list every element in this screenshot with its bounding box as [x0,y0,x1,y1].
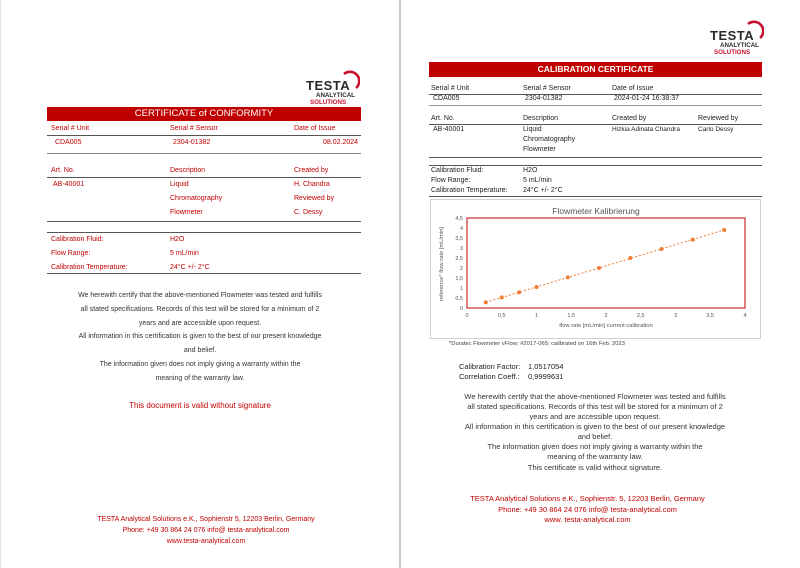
left-date-label: Date of Issue [294,125,336,132]
right-details-line [429,124,762,125]
left-footer-address: TESTA Analytical Solutions e.K., Sophienstr 5, 12203 Berlin, Germany [97,516,315,523]
chart-data-point [660,247,664,251]
chart-x-tick-label: 4 [743,313,747,319]
right-valid-note: This certificate is valid without signature. [527,463,663,472]
right-cal-fluid-value: H2O [523,167,538,174]
left-footer-website[interactable]: www.testa-analytical.com [166,538,246,545]
left-page-edge [0,0,1,568]
chart-data-point [484,300,488,304]
chart-y-axis-label: reference* flow rate [mL/min] [439,226,445,302]
left-values-line [47,153,361,154]
left-body-line-3: years and are accessible upon request. [138,320,262,327]
chart-y-tick-label: 0 [459,306,463,312]
logo-text-testa: TESTA [710,28,755,43]
chart-x-axis-label: flow rate [mL/min] current calibration [559,323,653,329]
left-body-line-5: and belief. [183,347,217,354]
right-cal-temp-label: Calibration Temperature: [431,187,508,194]
left-cal-fluid-value: H2O [170,236,185,243]
calibration-chart-svg [431,200,762,340]
right-body-line-1: We herewith certify that the above-mentioned Flowmeter was tested and fulfills [464,392,726,401]
right-cal-top-line [429,165,762,166]
chart-y-tick-label: 3,5 [455,236,463,242]
chart-x-tick-label: 2,5 [636,313,645,319]
logo-arc-icon [342,70,360,92]
chart-x-tick-label: 0 [465,313,469,319]
left-reviewed-by-name: C. Dessy [294,209,323,216]
left-description-label: Description [170,167,206,174]
left-cal-fluid-label: Calibration Fluid: [51,236,104,243]
right-created-by-name: Hizkia Adinata Chandra [612,126,680,133]
right-logo [710,24,770,58]
left-cal-temp-value: 24°C +/- 2°C [170,264,210,271]
right-flow-range-value: 5 mL/min [523,177,552,184]
right-body-line-7: meaning of the warranty law. [547,452,643,461]
chart-data-point [517,290,521,294]
chart-data-point [722,228,726,232]
left-details-line [47,177,361,178]
left-footer-phone: Phone: +49 30 864 24 076 info@ testa-analytical.com [122,527,290,534]
chart-y-tick-label: 2 [459,266,463,272]
right-reviewed-by-label: Reviewed by [698,115,739,122]
right-footer-address: TESTA Analytical Solutions e.K., Sophienstr. 5, 12203 Berlin, Germany [470,494,705,503]
chart-data-point [500,295,504,299]
chart-x-tick-label: 0,5 [497,313,506,319]
chart-data-point [535,285,539,289]
left-flow-range-label: Flow Range: [51,250,91,257]
chart-x-tick-label: 1 [534,313,539,319]
chart-y-tick-label: 2,5 [455,256,463,262]
right-footer-website[interactable]: www. testa-analytical.com [544,515,631,524]
left-valid-note: This document is valid without signature [129,401,271,410]
right-footer-phone: Phone: +49 30 864 24 076 info@ testa-analytical.com [498,505,677,514]
logo-arc-icon [746,20,764,42]
right-body-line-5: and belief. [577,432,613,441]
left-created-by-name: H. Chandra [294,181,330,188]
calibration-chart [430,199,761,339]
right-description-line-3: Flowmeter [523,146,556,153]
right-title-banner: CALIBRATION CERTIFICATE [429,62,762,77]
left-cal-top-line [47,232,361,233]
chart-y-tick-label: 0,5 [455,296,463,302]
chart-x-tick-label: 3 [673,313,678,319]
left-flow-range-value: 5 mL/min [170,250,199,257]
right-serial-sensor-label: Serial # Sensor [523,85,571,92]
right-description-line-1: Liquid [523,126,542,133]
correlation-coeff-value: 0,9999631 [528,372,564,381]
left-reviewed-by-label: Reviewed by [294,195,335,202]
chart-data-point [691,238,695,242]
right-date-value: 2024-01-24 16:38:37 [614,95,679,102]
chart-trendline [486,230,724,302]
right-serial-unit-value: CDA005 [433,95,460,102]
right-cal-fluid-label: Calibration Fluid: [431,167,484,174]
left-header-line [47,135,361,136]
chart-title: Flowmeter Kalibrierung [552,206,640,216]
left-art-no-value: AB-40001 [53,181,85,188]
left-art-no-label: Art. No. [51,167,75,174]
left-date-value: 08.02.2024 [323,139,359,146]
left-serial-sensor-value: 2304-01382 [173,139,211,146]
right-art-no-value: AB-40001 [433,126,465,133]
left-description-line-3: Flowmeter [170,209,203,216]
left-logo [306,74,366,108]
chart-x-tick-label: 1,5 [567,313,576,319]
left-description-line-1: Liquid [170,181,189,188]
right-serial-sensor-value: 2304-01382 [525,95,563,102]
right-body-line-6: The information given does not imply giving a warranty within the [487,442,703,451]
chart-y-tick-label: 4,5 [455,216,463,222]
left-body-line-6: The information given does not imply giving a warranty within the [99,361,301,368]
left-title-banner: CERTIFICATE of CONFORMITY [47,107,361,121]
page-divider [399,0,401,568]
right-flow-range-label: Flow Range: [431,177,471,184]
left-serial-unit-value: CDA005 [55,139,82,146]
right-details-bottom-line [429,157,762,158]
chart-y-tick-label: 1 [459,286,463,292]
logo-text-analytical: ANALYTICAL [316,92,355,99]
chart-data-point [597,266,601,270]
right-date-label: Date of Issue [612,85,654,92]
right-cal-bottom-line [429,196,762,197]
logo-text-solutions: SOLUTIONS [310,99,347,106]
calibration-factor-value: 1,0517054 [528,362,564,371]
logo-text-analytical: ANALYTICAL [720,42,759,49]
right-description-label: Description [523,115,559,122]
left-description-line-2: Chromatography [170,195,223,202]
chart-data-point [566,275,570,279]
chart-plot-frame [467,218,745,308]
chart-x-tick-label: 3,5 [706,313,715,319]
right-created-by-label: Created by [612,115,647,122]
chart-y-tick-label: 1,5 [455,276,463,282]
chart-y-tick-label: 3 [459,246,463,252]
right-values-line [429,105,762,106]
right-body-line-2: all stated specifications. Records of this test will be stored for a minimum of 2 [467,402,723,411]
right-body-line-3: years and are accessible upon request. [529,412,661,421]
logo-text-testa: TESTA [306,78,351,93]
correlation-coeff-label: Correlation Coeff.: [459,372,520,381]
left-body-line-2: all stated specifications. Records of this test will be stored for a minimum of 2 [80,306,320,313]
left-created-by-label: Created by [294,167,329,174]
logo-text-solutions: SOLUTIONS [714,49,751,56]
chart-y-tick-label: 4 [459,226,463,232]
chart-data-point [628,256,632,260]
right-header-line [429,94,762,95]
left-cal-bottom-line [47,273,361,274]
reference-note: *Duratec Flowmeter vFlow; #2017-065; calibrated on 16th Feb. 2023 [449,341,625,347]
chart-x-tick-label: 2 [604,313,608,319]
right-reviewed-by-name: Carlo Dessy [698,126,734,133]
left-cal-temp-label: Calibration Temperature: [51,264,128,271]
left-body-line-4: All information in this certification is given to the best of our present knowledge [78,333,322,340]
right-cal-temp-value: 24°C +/- 2°C [523,187,563,194]
left-body-line-1: We herewith certify that the above-mentioned Flowmeter was tested and fulfills [78,292,322,299]
right-serial-unit-label: Serial # Unit [431,85,470,92]
right-description-line-2: Chromatography [523,136,576,143]
right-art-no-label: Art. No. [431,115,455,122]
left-serial-unit-label: Serial # Unit [51,125,90,132]
left-serial-sensor-label: Serial # Sensor [170,125,218,132]
left-body-line-7: meaning of the warranty law. [155,375,245,382]
right-body-line-4: All information in this certification is given to the best of our present knowledge [464,422,726,431]
left-details-bottom-line [47,221,361,222]
calibration-factor-label: Calibration Factor: [459,362,521,371]
